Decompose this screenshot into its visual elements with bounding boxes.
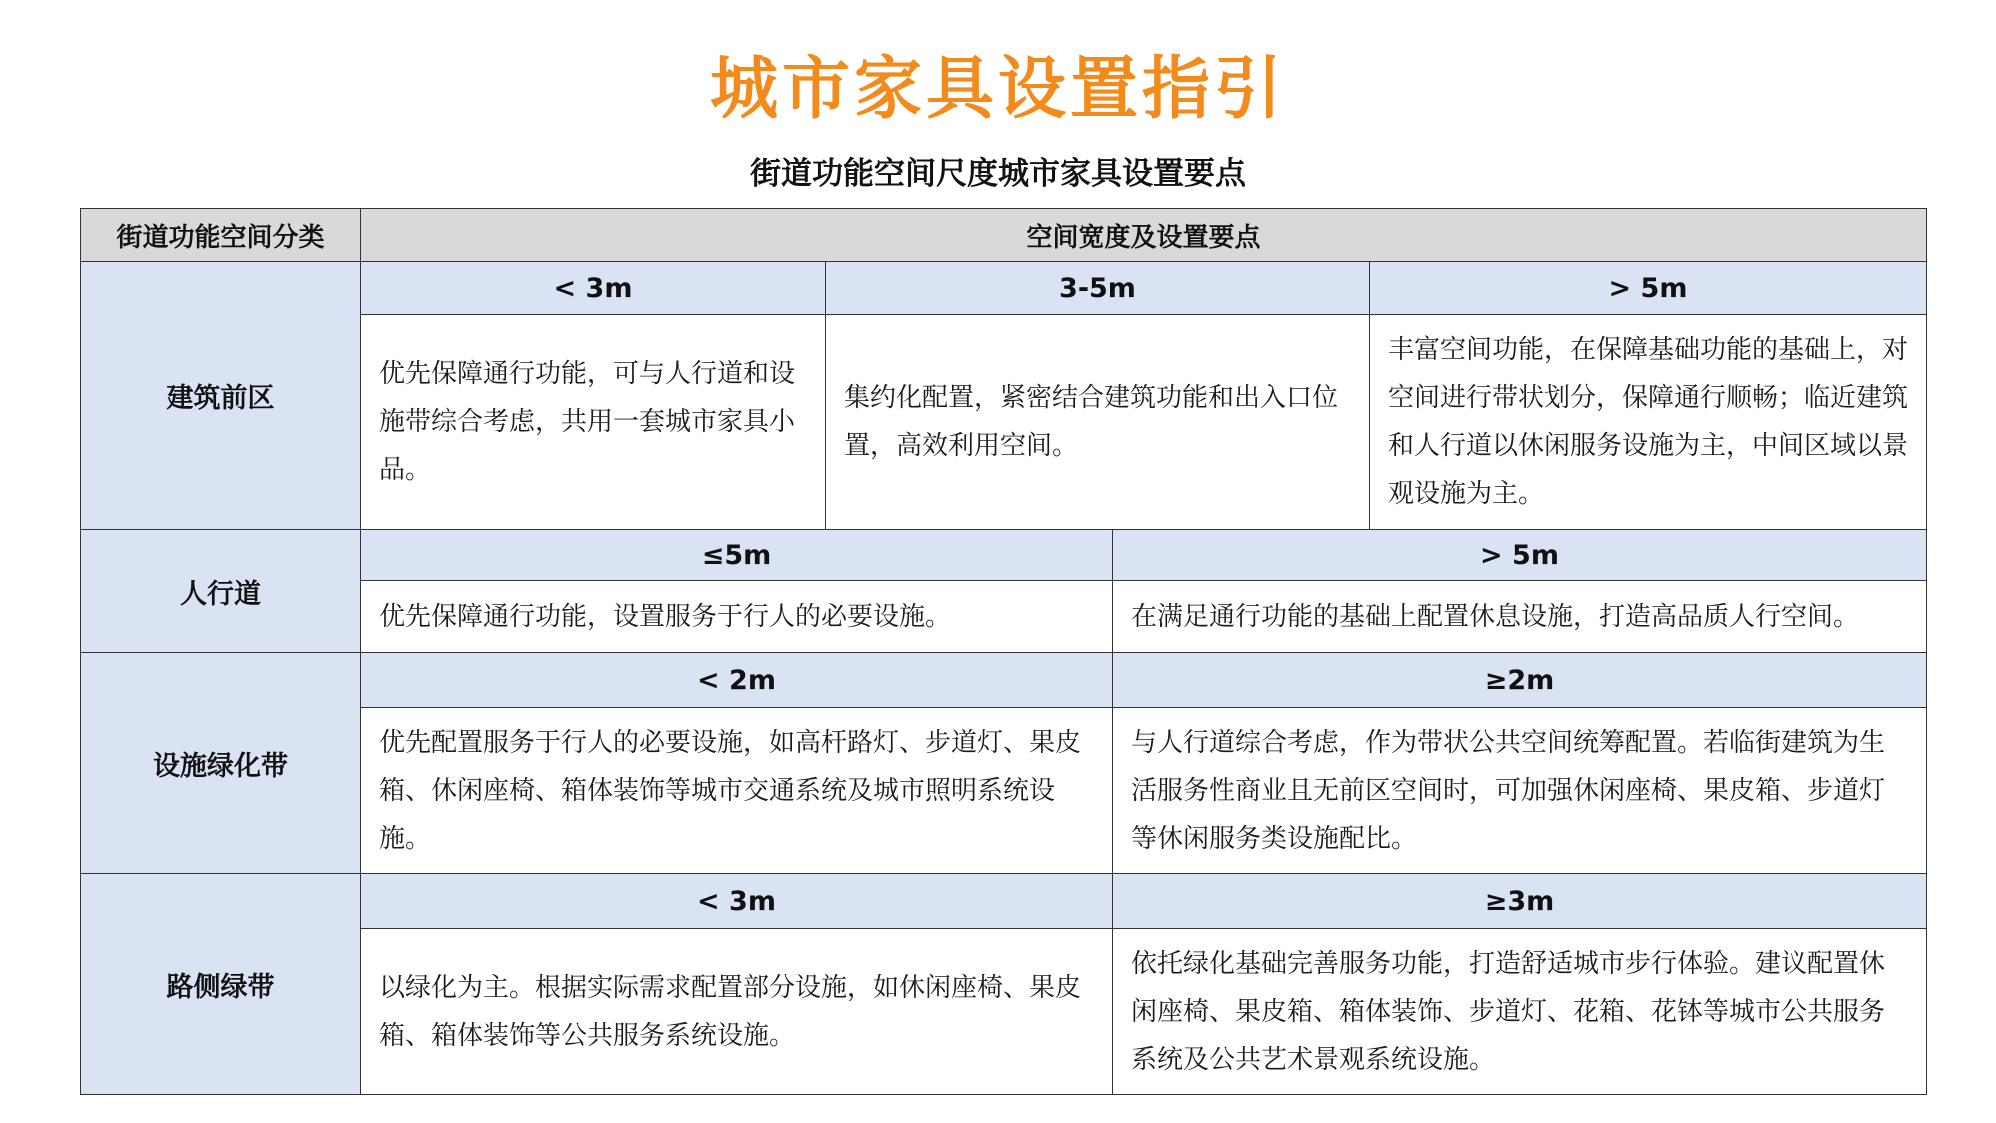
setting-description: 优先配置服务于行人的必要设施，如高杆路灯、步道灯、果皮箱、休闲座椅、箱体装饰等城市交通系统及城市照明系统设施。 <box>361 708 1113 874</box>
width-label: < 3m <box>361 262 826 315</box>
header-points: 空间宽度及设置要点 <box>361 209 1927 262</box>
table-header-row <box>81 209 1927 262</box>
guide-table <box>80 208 1927 1095</box>
setting-description: 优先保障通行功能，设置服务于行人的必要设施。 <box>361 581 1113 653</box>
setting-description: 优先保障通行功能，可与人行道和设施带综合考虑，共用一套城市家具小品。 <box>361 315 826 530</box>
row-category-building-front: 建筑前区 <box>81 262 361 530</box>
header-category: 街道功能空间分类 <box>81 209 361 262</box>
row-category-roadside-greenbelt: 路侧绿带 <box>81 874 361 1095</box>
width-label: 3-5m <box>826 262 1370 315</box>
page-title: 城市家具设置指引 <box>709 50 1286 129</box>
setting-description: 依托绿化基础完善服务功能，打造舒适城市步行体验。建议配置休闲座椅、果皮箱、箱体装饰、步道灯、花箱、花钵等城市公共服务系统及公共艺术景观系统设施。 <box>1113 929 1927 1095</box>
row-category-sidewalk: 人行道 <box>81 530 361 653</box>
setting-description: 集约化配置，紧密结合建筑功能和出入口位置，高效利用空间。 <box>826 315 1370 530</box>
table-row <box>81 874 1927 929</box>
table-title: 街道功能空间尺度城市家具设置要点 <box>750 156 1246 192</box>
setting-description: 与人行道综合考虑，作为带状公共空间统筹配置。若临街建筑为生活服务性商业且无前区空间时，可加强休闲座椅、果皮箱、步道灯等休闲服务类设施配比。 <box>1113 708 1927 874</box>
table-row <box>81 530 1927 581</box>
setting-description: 以绿化为主。根据实际需求配置部分设施，如休闲座椅、果皮箱、箱体装饰等公共服务系统设施。 <box>361 929 1113 1095</box>
width-label: < 2m <box>361 653 1113 708</box>
table-row <box>81 262 1927 315</box>
width-label: ≥3m <box>1113 874 1927 929</box>
row-category-facility-greenbelt: 设施绿化带 <box>81 653 361 874</box>
width-label: < 3m <box>361 874 1113 929</box>
width-label: > 5m <box>1113 530 1927 581</box>
width-label: ≥2m <box>1113 653 1927 708</box>
setting-description: 在满足通行功能的基础上配置休息设施，打造高品质人行空间。 <box>1113 581 1927 653</box>
width-label: > 5m <box>1370 262 1927 315</box>
width-label: ≤5m <box>361 530 1113 581</box>
setting-description: 丰富空间功能，在保障基础功能的基础上，对空间进行带状划分，保障通行顺畅；临近建筑和人行道以休闲服务设施为主，中间区域以景观设施为主。 <box>1370 315 1927 530</box>
table-row <box>81 653 1927 708</box>
